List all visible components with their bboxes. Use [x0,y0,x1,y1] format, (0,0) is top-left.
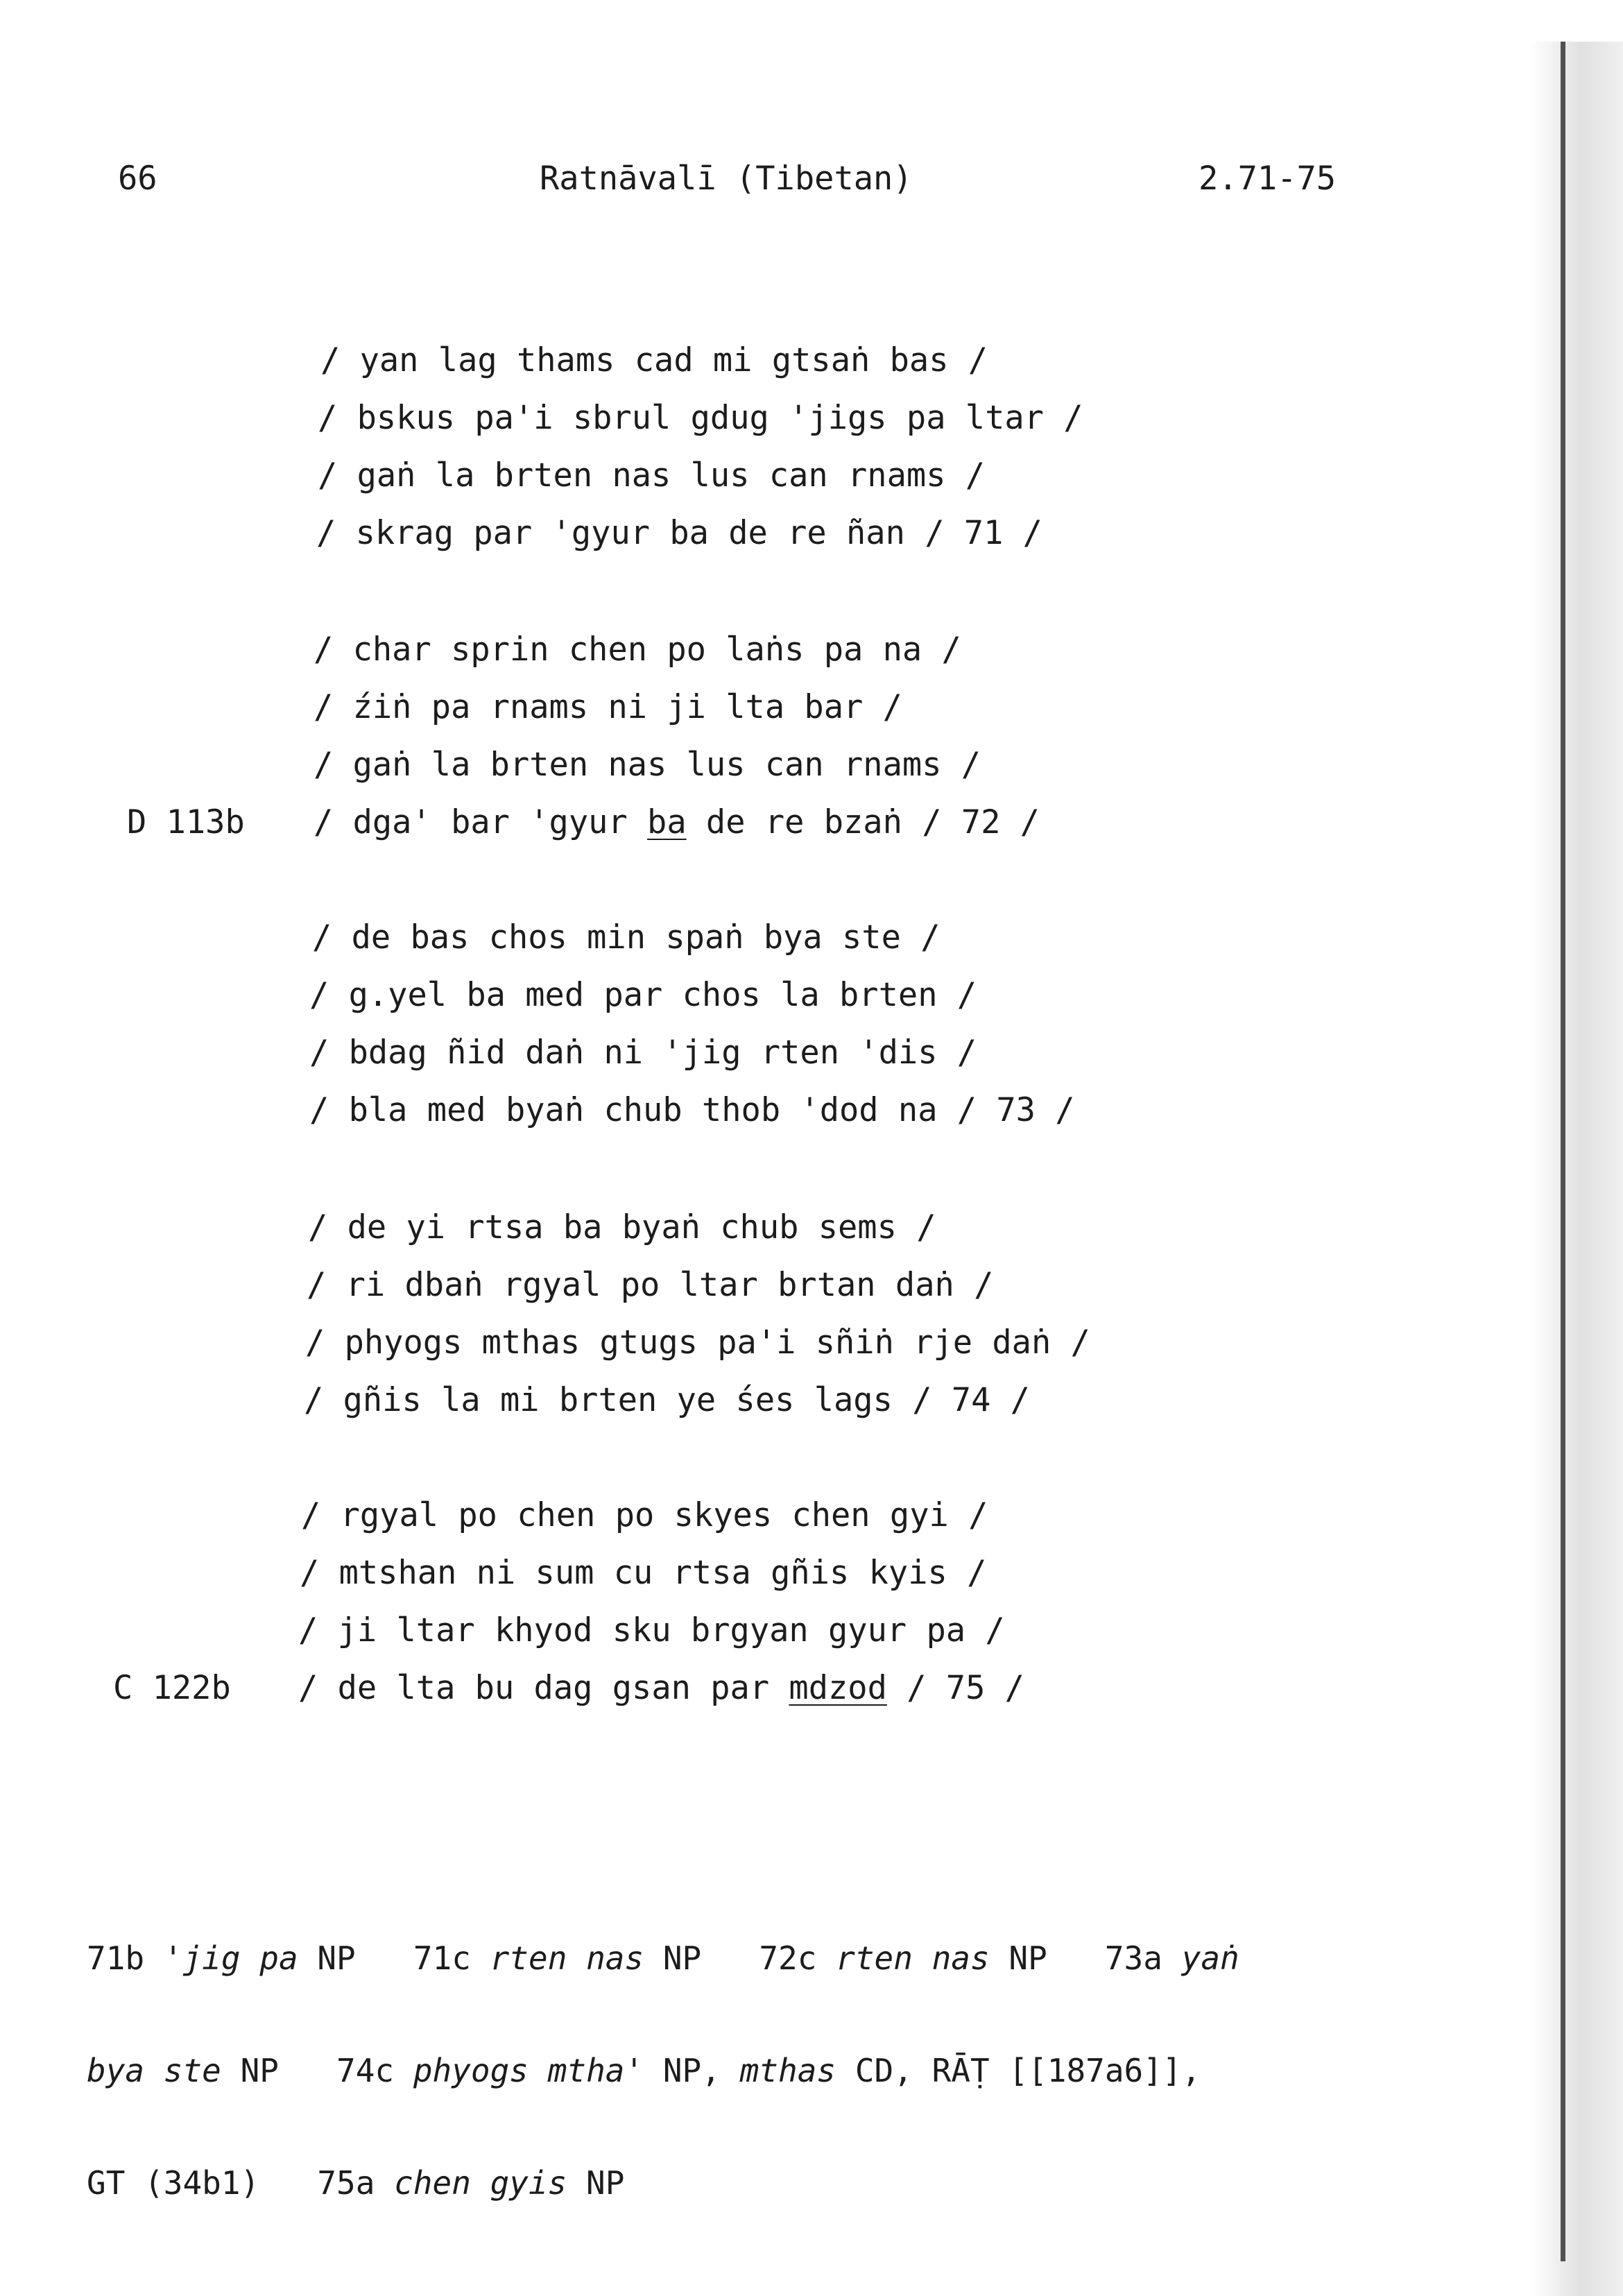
note-siglum-italic: rten nas [836,1939,990,1977]
note-line-2 [87,2052,1377,2089]
variant-notes [87,1865,1377,2277]
verse-line: / źiṅ pa rnams ni ji lta bar / [314,688,902,726]
note-text: NP 74c [221,2052,413,2089]
note-text: NP 73a [989,1939,1182,1977]
verse-line: / char sprin chen po laṅs pa na / [314,631,961,669]
note-siglum-italic: rten nas [490,1939,644,1977]
verse-range: 2.71-75 [1199,160,1337,198]
note-line-3 [87,2164,1377,2202]
verse-line: / ji ltar khyod sku brgyan gyur pa / [298,1611,1005,1650]
stanza-75 [0,1495,1024,1725]
note-siglum-italic: yaṅ [1181,1939,1239,1977]
verse-line: / rgyal po chen po skyes chen gyi / [301,1496,988,1534]
note-siglum-italic: chen gyis [394,2164,567,2202]
margin-folio-ref: D 113b [127,803,245,841]
stanza-72 [0,629,1040,859]
note-siglum-italic: phyogs mtha' [413,2052,644,2089]
underlined-word: mdzod [789,1669,887,1707]
note-siglum-italic: 'jig pa [163,1939,298,1977]
note-text: NP 72c [644,1939,836,1977]
note-text: 71b [87,1939,164,1977]
scanned-page: 66 Ratnāvalī (Tibetan) 2.71-75 / yan lag thams cad mi gtsaṅ bas / / bskus pa'i sbrul gdug 'jigs pa ltar / / gaṅ la brten nas lus can rnams / / skrag par 'gyur ba de re ñan / 71 / / char sprin chen po laṅs pa na / / źiṅ pa rnams ni ji lta bar / / gaṅ la brten nas lus can rnams / D 113b / dga' bar 'gyur ba de re bzaṅ / 72 / / de bas chos min spaṅ bya ste / / g.yel ba med par chos la brten / / bdag ñid daṅ ni 'jig rten 'dis / / bla med byaṅ chub thob 'dod na / 73 / / de yi rtsa ba byaṅ chub sems / / ri dbaṅ rgyal po ltar brtan daṅ / / phyogs mthas gtugs pa'i sñiṅ rje daṅ / / gñis la mi brten ye śes lags / 74 / / rgyal po chen po skyes chen gyi / / mtshan ni sum cu rtsa gñis kyis / / ji ltar khyod sku brgyan gyur pa / C 122b / de lta bu dag gsan par mdzod / 75 / 71b 'jig pa NP 71c rten nas NP 72c rten nas NP 73a yaṅ bya ste NP 74c phyogs mtha' NP, mthas CD, RĀṬ [[187a6]], GT (34b1) 75a chen gyis NP [0,0,1623,2296]
note-text: GT (34b1) 75a [87,2164,395,2202]
margin-folio-ref: C 122b [113,1669,231,1707]
page-number: 66 [118,160,157,198]
underlined-word: ba [647,803,687,841]
page-title: Ratnāvalī (Tibetan) [540,160,913,198]
verse-line: D 113b / dga' bar 'gyur ba de re bzaṅ / 72 / [0,802,118,859]
page-edge-shadow [1529,42,1623,2296]
verse-line: / mtshan ni sum cu rtsa gñis kyis / [300,1554,987,1592]
note-line-1 [87,1939,1377,1977]
note-text: NP, [644,2052,740,2089]
note-siglum-italic: mthas [739,2052,836,2089]
note-text: NP [567,2164,625,2202]
verse-line: / gaṅ la brten nas lus can rnams / [314,746,981,784]
note-text: NP 71c [298,1939,490,1977]
note-siglum-italic: bya ste [87,2052,221,2089]
verse-line: C 122b / de lta bu dag gsan par mdzod / 75 / [0,1668,118,1725]
note-text: CD, RĀṬ [[187a6]], [836,2052,1201,2089]
page-edge-line [1561,42,1565,2261]
